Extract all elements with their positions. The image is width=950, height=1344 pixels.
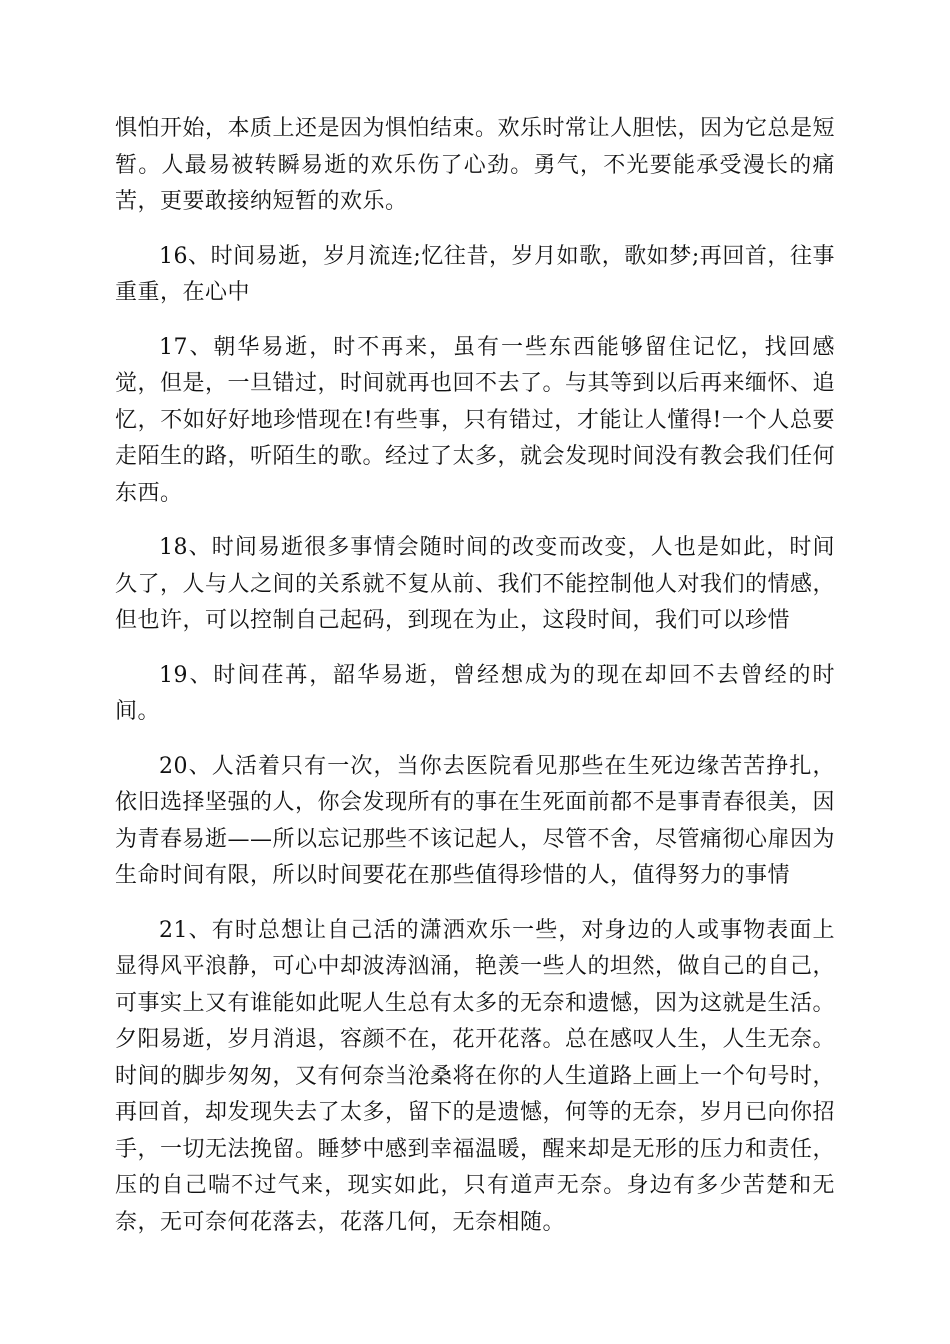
paragraph-18: 18、时间易逝很多事情会随时间的改变而改变，人也是如此，时间久了，人与人之间的关系就不复从前、我们不能控制他人对我们的情感，但也许，可以控制自己起码，到现在为止，这段时间，我们可以珍惜: [115, 535, 836, 633]
paragraph-19: 19、时间荏苒，韶华易逝，曾经想成为的现在却回不去曾经的时间。: [115, 662, 835, 724]
paragraph-17: 17、朝华易逝，时不再来，虽有一些东西能够留住记忆，找回感觉，但是，一旦错过，时间就再也回不去了。与其等到以后再来缅怀、追忆，不如好好地珍惜现在!有些事，只有错过，才能让人懂得!一个人总要走陌生的路，听陌生的歌。经过了太多，就会发现时间没有教会我们任何东西。: [115, 334, 836, 506]
paragraph-continuation: 惧怕开始，本质上还是因为惧怕结束。欢乐时常让人胆怯，因为它总是短暂。人最易被转瞬易逝的欢乐伤了心劲。勇气，不光要能承受漫长的痛苦，更要敢接纳短暂的欢乐。: [115, 116, 836, 214]
paragraph-16: 16、时间易逝，岁月流连;忆往昔，岁月如歌，歌如梦;再回首，往事重重，在心中: [115, 243, 835, 305]
document-page: [115, 111, 835, 1259]
paragraph-20: 20、人活着只有一次，当你去医院看见那些在生死边缘苦苦挣扎，依旧选择坚强的人，你会发现所有的事在生死面前都不是事青春很美，因为青春易逝——所以忘记那些不该记起人，尽管不舍，尽管痛彻心扉因为生命时间有限，所以时间要花在那些值得珍惜的人，值得努力的事情: [115, 753, 836, 888]
paragraph-21: 21、有时总想让自己活的潇洒欢乐一些，对身边的人或事物表面上显得风平浪静，可心中却波涛汹涌，艳羡一些人的坦然，做自己的自己，可事实上又有谁能如此呢人生总有太多的无奈和遗憾，因为这就是生活。夕阳易逝，岁月消退，容颜不在，花开花落。总在感叹人生，人生无奈。时间的脚步匆匆，又有何奈当沧桑将在你的人生道路上画上一个句号时，再回首，却发现失去了太多，留下的是遗憾，何等的无奈，岁月已向你招手，一切无法挽留。睡梦中感到幸福温暖，醒来却是无形的压力和责任，压的自己喘不过气来，现实如此，只有道声无奈。身边有多少苦楚和无奈，无可奈何花落去，花落几何，无奈相随。: [115, 917, 836, 1235]
